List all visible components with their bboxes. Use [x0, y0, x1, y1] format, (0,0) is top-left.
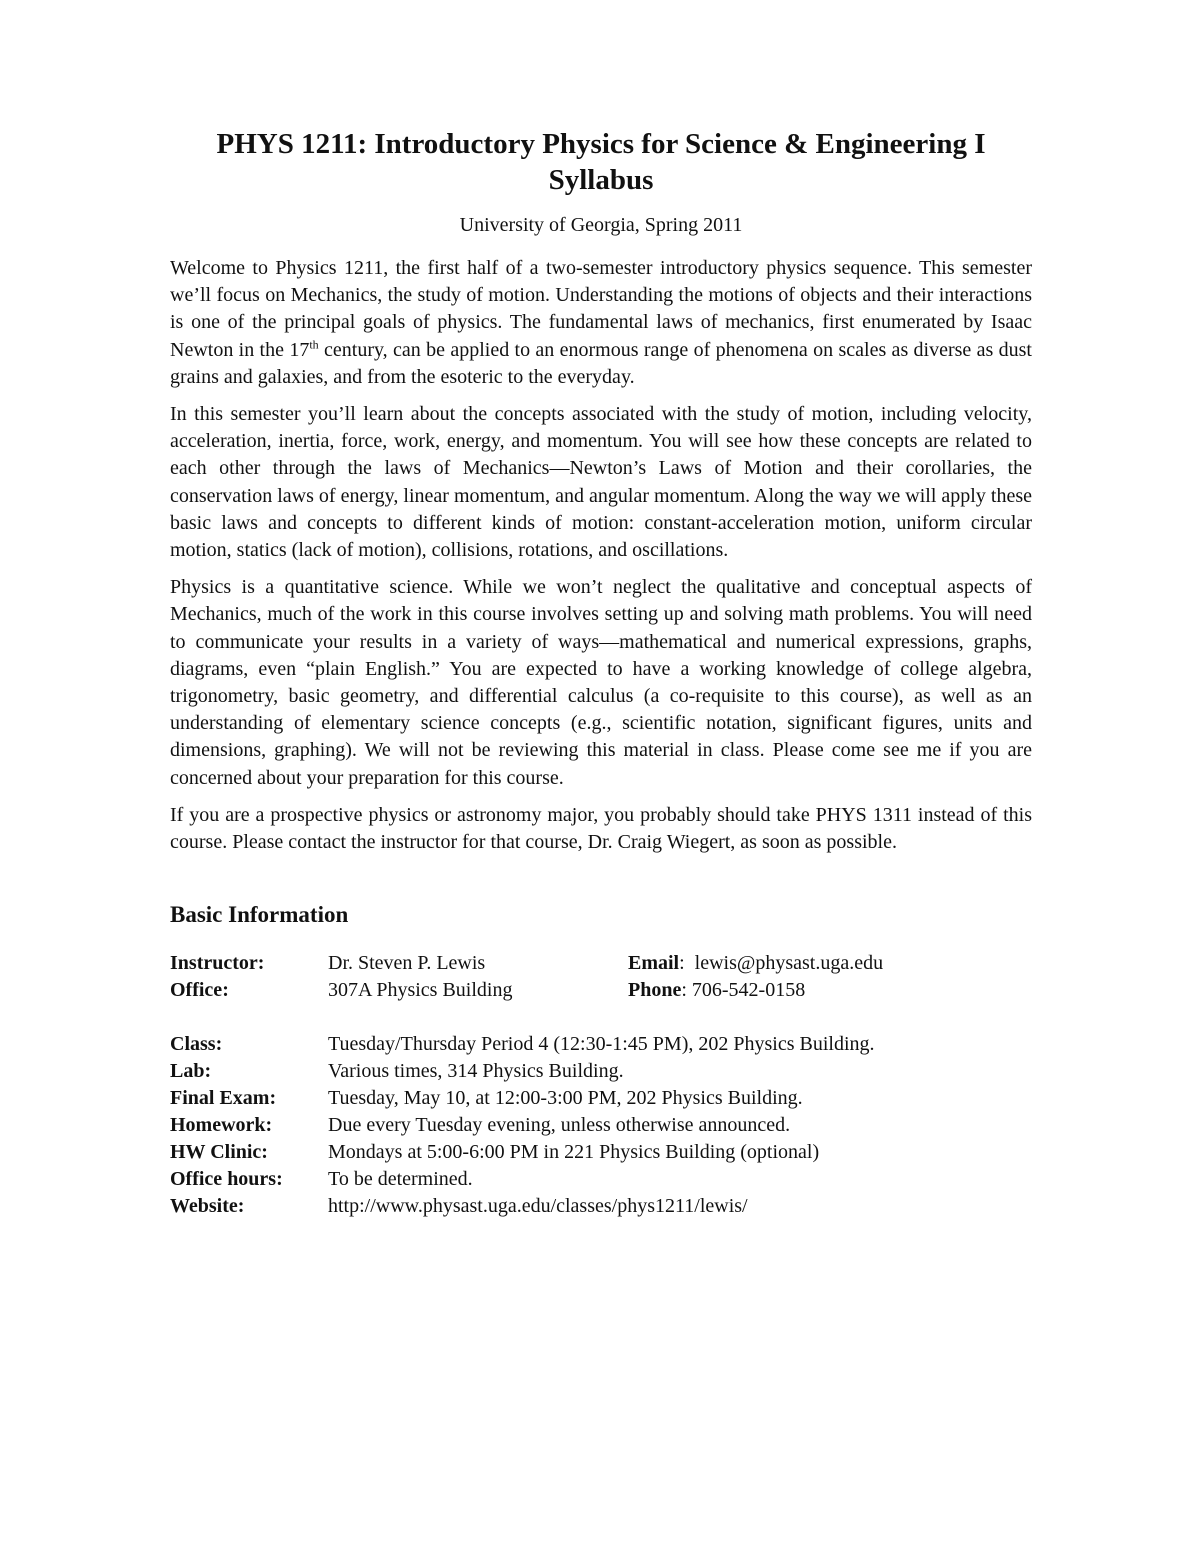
info-row-final-exam: [170, 1085, 1032, 1112]
instructor-value: Dr. Steven P. Lewis: [328, 952, 486, 975]
ordinal-suffix: th: [309, 336, 319, 351]
info-label: Website:: [170, 1195, 245, 1218]
info-row-office-hours: [170, 1166, 1032, 1193]
basic-info-heading: Basic Information: [170, 902, 349, 928]
info-value: Tuesday/Thursday Period 4 (12:30-1:45 PM), 202 Physics Building.: [328, 1033, 875, 1056]
intro-text-b: century, can be applied to an enormous range of phenomena on scales as diverse as dust grains and galaxies, and from the esoteric to the everyday.: [170, 338, 1032, 388]
info-row-lab: [170, 1058, 1032, 1085]
schedule-block: [170, 1031, 1032, 1220]
office-row: [170, 977, 1032, 1004]
info-label: Office hours:: [170, 1168, 283, 1191]
phone-field: [628, 977, 805, 1004]
quantitative-paragraph: Physics is a quantitative science. While we won’t neglect the qualitative and conceptual aspects of Mechanics, much of the work in this course involves setting up and solving math problems. You will need to communicate your results in a variety of ways—mathematical and numerical expressions, graphs, diagrams, even “plain English.” You are expected to have a working knowledge of college algebra, trigonometry, basic geometry, and differential calculus (a co-requisite to this course), as well as an understanding of elementary science concepts (e.g., scientific notation, significant figures, units and dimensions, graphing). We will not be reviewing this material in class. Please come see me if you are concerned about your preparation for this course.: [170, 576, 1032, 789]
info-row-class: [170, 1031, 1032, 1058]
info-label: Class:: [170, 1033, 223, 1056]
concepts-paragraph: In this semester you’ll learn about the concepts associated with the study of motion, including velocity, acceleration, inertia, force, work, energy, and momentum. You will see how these concepts are related to each other through the laws of Mechanics—Newton’s Laws of Motion and their corollaries, the conservation laws of energy, linear momentum, and angular momentum. Along the way we will apply these basic laws and concepts to different kinds of motion: constant-acceleration motion, uniform circular motion, statics (lack of motion), collisions, rotations, and oscillations.: [170, 403, 1032, 562]
info-value: Various times, 314 Physics Building.: [328, 1060, 624, 1083]
info-label: Lab:: [170, 1060, 212, 1083]
info-value: Tuesday, May 10, at 12:00-3:00 PM, 202 Physics Building.: [328, 1087, 803, 1110]
website-link[interactable]: http://www.physast.uga.edu/classes/phys1211/lewis/: [328, 1195, 748, 1218]
title-line-1: PHYS 1211: Introductory Physics for Science & Engineering I: [216, 128, 986, 160]
instructor-row: [170, 950, 1032, 977]
office-value: 307A Physics Building: [328, 979, 513, 1002]
email-field: [628, 950, 883, 977]
info-value: Due every Tuesday evening, unless otherwise announced.: [328, 1114, 791, 1137]
info-label: Final Exam:: [170, 1087, 277, 1110]
major-advice-paragraph: If you are a prospective physics or astronomy major, you probably should take PHYS 1311 instead of this course. Please contact the instructor for that course, Dr. Craig Wiegert, as soon as possible.: [170, 803, 1032, 854]
email-label: Email: [628, 952, 680, 975]
info-value: To be determined.: [328, 1168, 473, 1191]
info-label: Homework:: [170, 1114, 273, 1137]
title-line-2: Syllabus: [548, 164, 654, 196]
syllabus-page: [170, 126, 1032, 1220]
info-row-homework: [170, 1112, 1032, 1139]
contact-block: [170, 950, 1032, 1004]
info-row-website: [170, 1193, 1032, 1220]
intro-paragraph: [170, 255, 1032, 391]
page-title: [170, 126, 1032, 198]
intro-text-a: Welcome to Physics 1211, the first half of a two-semester introductory physics sequence. This semester we’ll focus on Mechanics, the study of motion. Understanding the motions of objects and their interactions is one of the principal goals of physics. The fundamental laws of mechanics, first enumerated by Isaac Newton in the 17: [170, 257, 1032, 361]
phone-value: : 706-542-0158: [681, 979, 806, 1002]
email-value: : lewis@physast.uga.edu: [679, 952, 884, 975]
phone-label: Phone: [628, 979, 682, 1002]
instructor-label: Instructor:: [170, 952, 265, 975]
info-label: HW Clinic:: [170, 1141, 268, 1164]
page-subtitle: University of Georgia, Spring 2011: [459, 214, 743, 236]
info-row-hw-clinic: [170, 1139, 1032, 1166]
office-label: Office:: [170, 979, 229, 1002]
info-value: Mondays at 5:00-6:00 PM in 221 Physics Building (optional): [328, 1141, 820, 1164]
